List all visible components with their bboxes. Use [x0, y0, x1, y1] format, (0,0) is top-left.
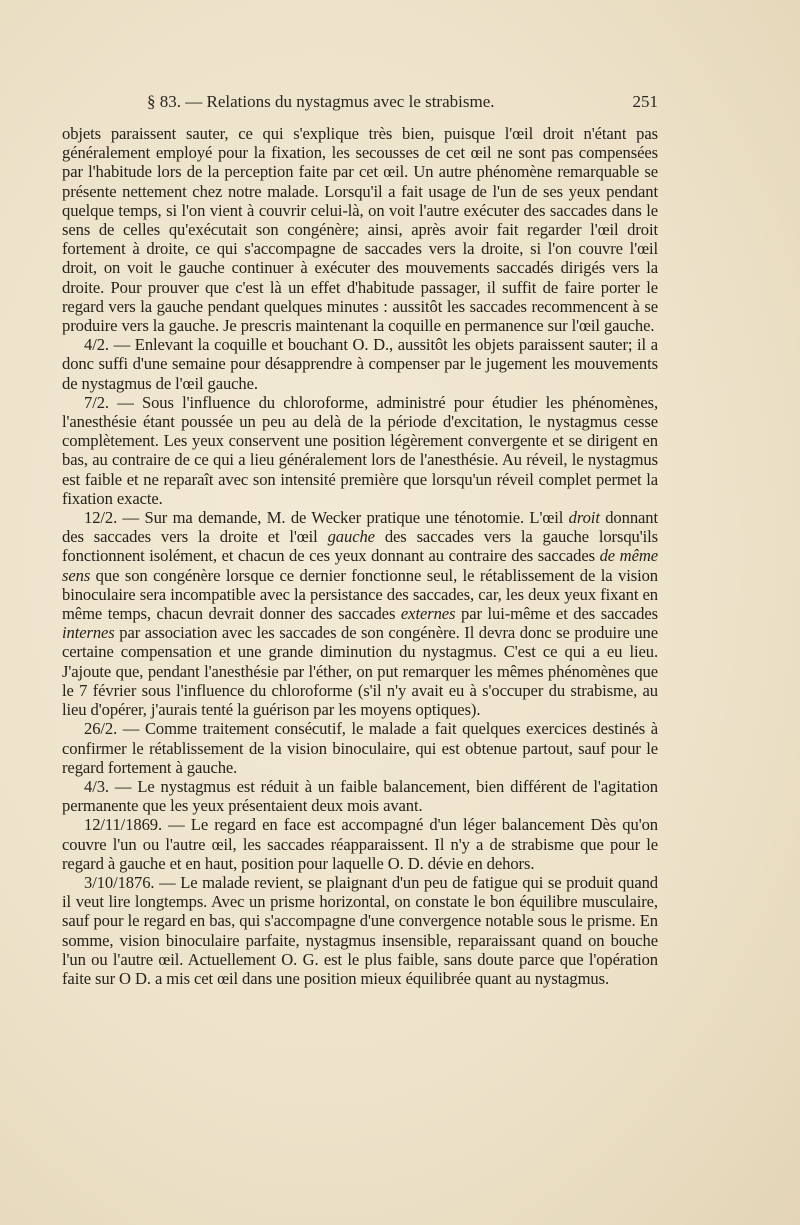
paragraph: 7/2. — Sous l'influence du chloroforme, administré pour étudier les phénomènes, l'anesthésie étant poussée un peu au delà de la période d'excitation, le nystagmus cesse complètement. Les yeux conservent une position légèrement convergente et se dirigent en bas, au contraire de ce qui a lieu généralement lors de l'anesthésie. Au réveil, le nystagmus est faible et ne reparaît avec son intensité première que lorsqu'un réveil complet permet la fixation exacte. [62, 392, 658, 508]
text-run: par association avec les saccades de son congénère. Il devra donc se produire une certaine compensation et une grande diminution du nystagmus. C'est ce qui a eu lieu. J'ajoute que, pendant l'anesthésie par l'éther, on put remarquer les mêmes phénomènes que le 7 février sous l'influence du chloroforme (s'il n'y avait eu à s'occuper du strabisme, au lieu d'opérer, j'aurais tenté la guérison par les moyens optiques). [62, 623, 658, 720]
text-run: que son congénère lorsque ce dernier fonctionne seul, le rétablissement de la vision binoculaire sera incompatible avec la persistance des saccades, car, les deux yeux fixant en même temps, chacun devrait donner des saccades [62, 565, 658, 624]
emphasis: gauche [327, 527, 375, 547]
paragraph [62, 508, 658, 719]
paragraph: 3/10/1876. — Le malade revient, se plaignant d'un peu de fatigue qui se produit quand il veut lire longtemps. Avec un prisme horizontal, on constate le bon équilibre musculaire, sauf pour le regard en bas, qui s'accompagne d'une convergence notable sous le prisme. En somme, vision binoculaire parfaite, nystagmus insensible, reparaissant quand on bouche l'un ou l'autre œil. Actuellement O. G. est le plus faible, sans doute parce que l'opération faite sur O D. a mis cet œil dans une position mieux équilibrée quant au nystagmus. [62, 872, 658, 988]
emphasis: internes [62, 623, 115, 643]
page-body [62, 124, 658, 988]
paragraph: objets paraissent sauter, ce qui s'explique très bien, puisque l'œil droit n'étant pas généralement employé pour la fixation, les secousses de cet œil ne sont pas compensées par l'habitude lors de la perception faite par cet œil. Un autre phénomène remarquable se présente nettement chez notre malade. Lorsqu'il a fait usage de l'un de ses yeux pendant quelque temps, si l'on vient à couvrir celui-là, on voit l'autre exécuter des saccades dans le sens de celles qu'exécutait son congénère; ainsi, après avoir fait regarder l'œil droit fortement à droite, ce qui s'accompagne de saccades vers la droite, si l'on couvre l'œil droit, on voit le gauche continuer à exécuter des mouvements saccadés dirigés vers la droite. Pour prouver que c'est là un effet d'habitude passager, il suffit de faire porter le regard vers la gauche pendant quelques minutes : aussitôt les saccades recommencent à se produire vers la gauche. Je prescris maintenant la coquille en permanence sur l'œil gauche. [62, 124, 658, 336]
paragraph: 4/3. — Le nystagmus est réduit à un faible balancement, bien différent de l'agitation permanente que les yeux présentaient deux mois avant. [62, 776, 658, 816]
paragraph: 26/2. — Comme traitement consécutif, le malade a fait quelques exercices destinés à confirmer le rétablissement de la vision binoculaire, qui est obtenue partout, sauf pour le regard fortement à gauche. [62, 719, 658, 777]
emphasis: droit [568, 508, 600, 528]
text-run: donnant des saccades vers la droite et l'œil [62, 508, 658, 547]
page-number: 251 [632, 92, 658, 111]
running-header [62, 92, 658, 114]
text-run: par lui-même et des saccades [455, 604, 658, 624]
section-title: § 83. — Relations du nystagmus avec le strabisme. [147, 92, 495, 111]
text-run: 12/2. — Sur ma demande, M. de Wecker pratique une ténotomie. L'œil [84, 508, 569, 528]
text-run: des saccades vers la gauche lorsqu'ils fonctionnent isolément, et chacun de ces yeux donnant au contraire des saccades [62, 527, 658, 566]
emphasis: externes [400, 604, 456, 624]
paragraph: 12/11/1869. — Le regard en face est accompagné d'un léger balancement Dès qu'on couvre l'un ou l'autre œil, les saccades réapparaissent. Il n'y a de strabisme que pour le regard à gauche et en haut, position pour laquelle O. D. dévie en dehors. [62, 815, 658, 873]
emphasis: de même sens [62, 546, 658, 585]
paragraph: 4/2. — Enlevant la coquille et bouchant O. D., aussitôt les objets paraissent sauter; il a donc suffi d'une semaine pour désapprendre à compenser par le jugement les mouvements de nystagmus de l'œil gauche. [62, 335, 658, 393]
